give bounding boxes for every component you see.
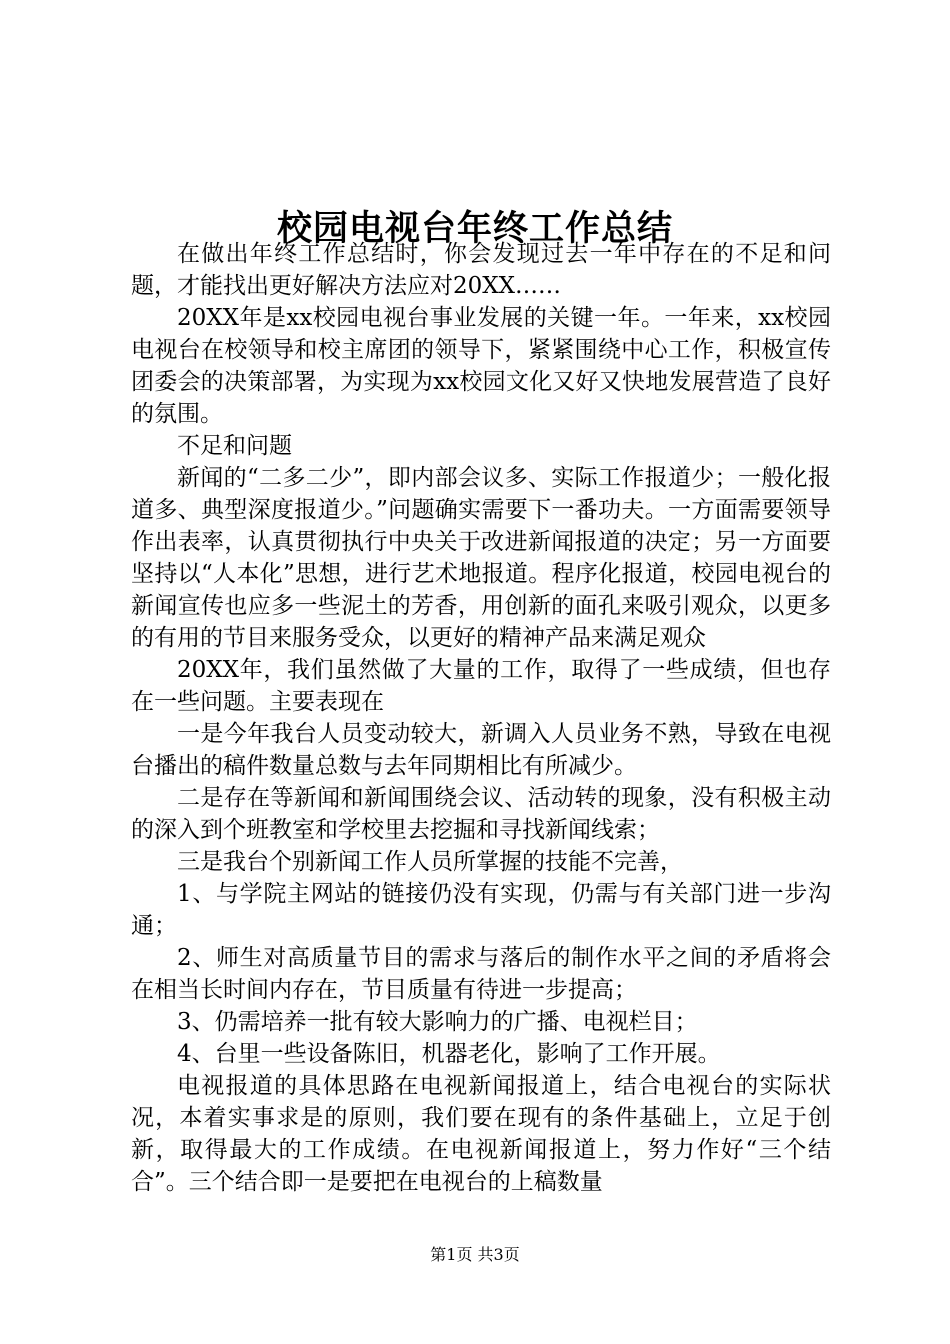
document-title: 校园电视台年终工作总结 (276, 208, 673, 250)
paragraph-issue-three: 三是我台个别新闻工作人员所掌握的技能不完善， (177, 849, 683, 875)
paragraph-summary-issues: 20XX年，我们虽然做了大量的工作，取得了一些成绩，但也存在一些问题。主要表现在 (131, 657, 831, 715)
list-item-4: 4、台里一些设备陈旧，机器老化，影响了工作开展。 (177, 1041, 721, 1067)
paragraph-issue-one: 一是今年我台人员变动较大，新调入人员业务不熟，导致在电视台播出的稿件数量总数与去年同期相比有所减少。 (131, 721, 831, 779)
list-item-1: 1、与学院主网站的链接仍没有实现，仍需与有关部门进一步沟通； (131, 881, 831, 939)
paragraph-news-issues: 新闻的“二多二少”，即内部会议多、实际工作报道少；一般化报道多、典型深度报道少。”问题确实需要下一番功夫。一方面需要领导作出表率，认真贯彻执行中央关于改进新闻报道的决定；另一方面要坚持以“人本化”思想，进行艺术地报道。程序化报道，校园电视台的新闻宣传也应多一些泥土的芳香，用创新的面孔来吸引观众，以更多的有用的节目来服务受众，以更好的精神产品来满足观众 (131, 465, 831, 651)
list-item-3: 3、仍需培养一批有较大影响力的广播、电视栏目； (177, 1009, 698, 1035)
page-footer: 第1页 共3页 (430, 1245, 520, 1264)
paragraph-issue-two: 二是存在等新闻和新闻围绕会议、活动转的现象，没有积极主动的深入到个班教室和学校里去挖掘和寻找新闻线索； (131, 785, 831, 843)
document-body (131, 238, 831, 1198)
paragraph-reporting-approach: 电视报道的具体思路在电视新闻报道上，结合电视台的实际状况，本着实事求是的原则，我们要在现有的条件基础上，立足于创新，取得最大的工作成绩。在电视新闻报道上，努力作好“三个结合”。三个结合即一是要把在电视台的上稿数量 (131, 1073, 831, 1195)
section-heading-problems: 不足和问题 (177, 433, 292, 459)
paragraph-intro: 在做出年终工作总结时，你会发现过去一年中存在的不足和问题，才能找出更好解决方法应对20XX…… (131, 241, 831, 299)
paragraph-overview: 20XX年是xx校园电视台事业发展的关键一年。一年来，xx校园电视台在校领导和校主席团的领导下，紧紧围绕中心工作，积极宣传团委会的决策部署，为实现为xx校园文化又好又快地发展营造了良好的氛围。 (131, 305, 831, 427)
list-item-2: 2、师生对高质量节目的需求与落后的制作水平之间的矛盾将会在相当长时间内存在，节目质量有待进一步提高； (131, 945, 831, 1003)
